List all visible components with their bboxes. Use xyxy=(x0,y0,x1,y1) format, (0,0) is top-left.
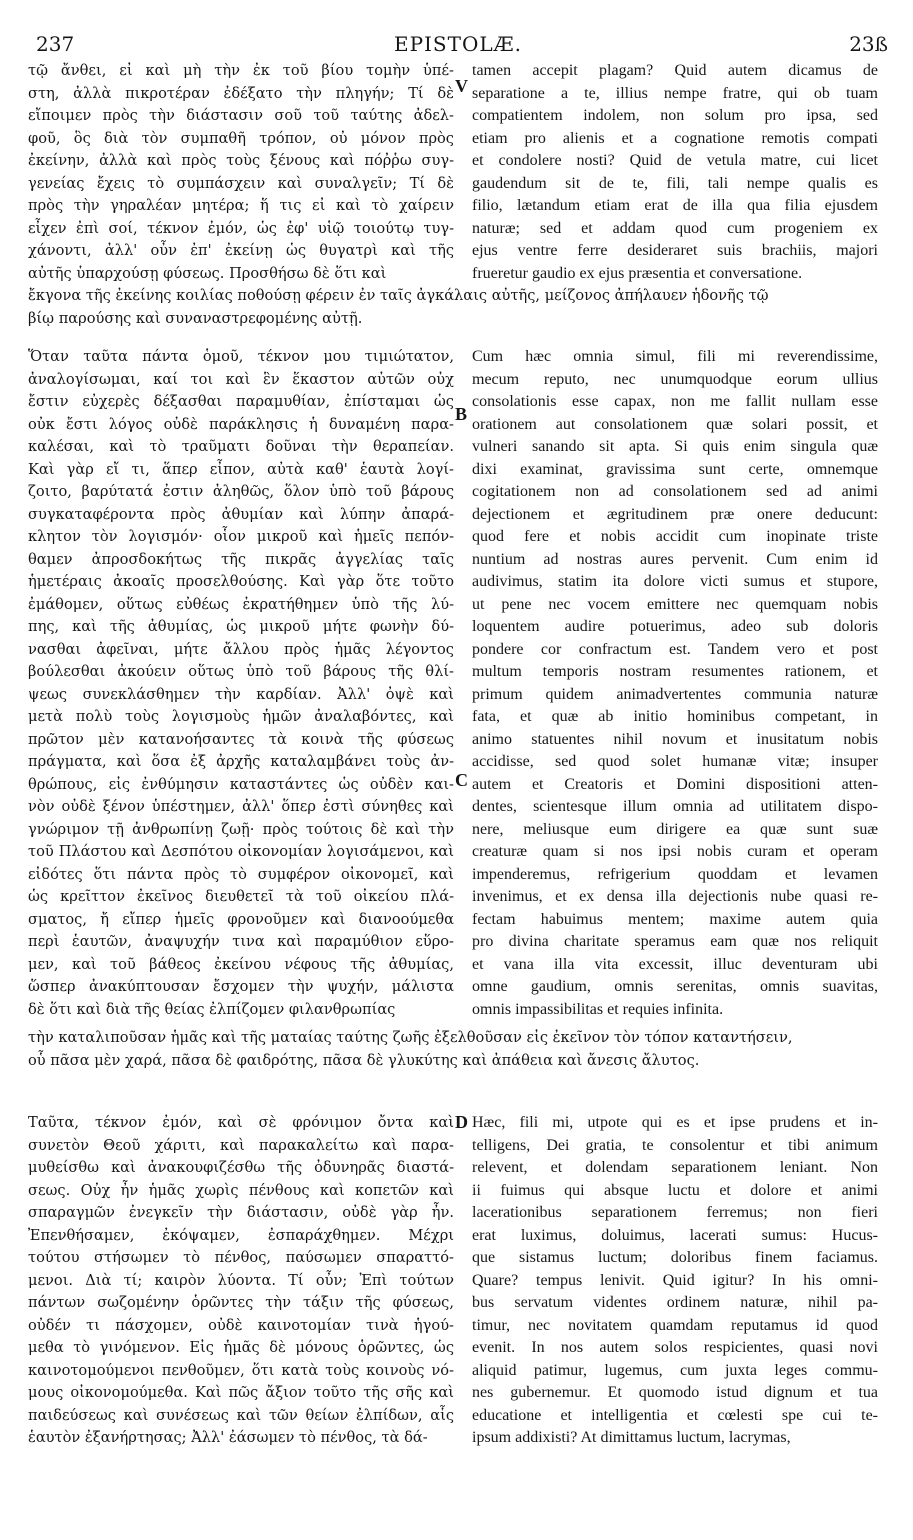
greek-text-line: ἡμετέραις ἀκοαῖς προσελθούσης. Καὶ γὰρ ὅτε τοῦτο xyxy=(28,573,454,590)
greek-text-line: γνώριμον τῇ ἀνθρωπίνῃ ζωῇ· πρὸς τούτοις δὲ καὶ τὴν xyxy=(28,820,454,838)
latin-text-line: consolationis esse capax, non me fallit nullam esse xyxy=(472,393,878,410)
greek-text-line: σματος, ἤ εἴπερ ἡμεῖς φρονοῦμεν καὶ διανοούμεθα xyxy=(28,910,454,928)
latin-text-line: et vana illa vita excessit, illuc deventuram ubi xyxy=(472,955,878,973)
greek-text-line: καινοτομούμενοι πενθοῦμεν, ὅτι κατὰ τοὺς κοινοὺς νό- xyxy=(28,1361,454,1379)
greek-text-line: στη, ἀλλὰ πικροτέραν ἐδέξατο τὴν πληγήν; Τί δὲ xyxy=(28,84,454,102)
greek-text-line: ἑαυτὸν ἐξανήρτησας; Ἀλλ' ἐάσωμεν τὸ πένθος, τὰ δά- xyxy=(28,1429,428,1446)
greek-column-section-1 xyxy=(28,60,454,285)
latin-text-line: invenimus, et ex densa illa dejectionis nube quasi re- xyxy=(472,888,878,905)
latin-text-line: nuntium ad nostras aures pervenit. Cum enim id xyxy=(472,550,878,568)
greek-text-line: μενοι. Διὰ τί; καιρὸν λύοντα. Τί οὖν; Ἐπὶ τούτων xyxy=(28,1271,454,1289)
greek-text-line: μεθα τὸ γινόμενον. Εἰς ἡμᾶς δὲ μόνους ὁρῶντες, ὡς xyxy=(28,1339,454,1356)
greek-text-line: πρῶτον μὲν κατανοήσαντες τὰ κοινὰ τῆς φύσεως xyxy=(28,730,454,748)
greek-text-line: φοῦ, ὃς διὰ τὸν συμπαθῆ τρόπον, οὐ μόνον πρὸς xyxy=(28,129,454,147)
latin-text-line: relevent, et dolendam separationem leniant. Non xyxy=(472,1159,878,1176)
latin-text-line: naturæ; sed et addam quod cum progeniem ex xyxy=(472,219,878,237)
greek-text-line: τῷ ἄνθει, εἰ καὶ μὴ τὴν ἐκ τοῦ βίου τομὴν ὑπέ- xyxy=(28,62,454,79)
page-number-right: 23ß xyxy=(849,32,888,56)
latin-text-line: loquentem audire potuerimus, adeo sub doloris xyxy=(472,618,878,635)
latin-text-line: pondere cor confractum est. Tandem vero et post xyxy=(472,640,878,658)
greek-text-line: ἐμάθομεν, οὕτως εὐθέως ἐκρατήθημεν ὑπὸ τῆς λύ- xyxy=(28,595,454,613)
greek-text-line: ἀναλογίσωμαι, καί τοι καὶ ἓν ἕκαστον αὐτῶν οὐχ xyxy=(28,370,454,388)
latin-text-line: multum temporis nostram resumentes rationem, et xyxy=(472,663,878,680)
greek-full-width-section-1 xyxy=(28,285,880,330)
latin-text-line: nes gubernemur. Et quomodo istud dignum et tua xyxy=(472,1384,878,1401)
latin-text-line: erat luximus, doluimus, lacerati sumus: Hucus- xyxy=(472,1226,878,1244)
greek-text-line: εἶχεν ἐπὶ σοί, τέκνον ἐμόν, ὡς ἐφ' υἱῷ τοιούτῳ τυγ- xyxy=(28,219,454,237)
greek-column-section-3 xyxy=(28,1112,454,1450)
greek-text-line: εἰδότες ὅτι πάντα πρὸς τὸ συμφέρον οἰκονομεῖ, καὶ xyxy=(28,865,454,883)
greek-text-line: ψεως συνεκλάσθημεν τὴν καρδίαν. Ἀλλ' ὀψὲ καὶ xyxy=(28,685,454,703)
page-header xyxy=(28,32,888,58)
greek-text-line: θρώπους, εἰς ἐνθύμησιν καταστάντες ὡς οὐδὲν και- xyxy=(28,775,454,793)
latin-text-line: omne gaudium, omnis serenitas, omnis suavitas, xyxy=(472,978,878,995)
latin-text-line: evenit. In nos autem solos respicientes, quasi novi xyxy=(472,1339,878,1356)
latin-text-line: audivimus, statim ita dolore victi sumus et stupore, xyxy=(472,573,878,590)
latin-text-line: filio, lætandum etiam erat de illa qua filia ejusdem xyxy=(472,197,878,214)
greek-text-line: μους οἰκονομούμεθα. Καὶ πῶς ἄξιον τοῦτο τῆς σῆς καὶ xyxy=(28,1384,454,1401)
latin-text-line: cogitationem non ad consolationem sed ad animi xyxy=(472,483,878,500)
latin-text-line: omnis impassibilitas et requies infinita. xyxy=(472,1000,724,1018)
greek-text-line: οὐδέν τι πάσχομεν, οὐδὲ καινοτομίαν τινὰ ἡγού- xyxy=(28,1316,454,1334)
greek-column-section-2 xyxy=(28,346,454,1021)
running-title: EPISTOLÆ. xyxy=(393,32,523,56)
greek-text-line: πρὸς τὴν γηραλέαν μητέρα; ἥ τις εἰ καὶ τὸ χαίρειν xyxy=(28,197,454,214)
latin-text-line: frueretur gaudio ex ejus præsentia et conversatione. xyxy=(472,264,803,282)
greek-text-line: γενείας ἔχεις τὸ συμπάσχειν καὶ συναλγεῖν; Τί δὲ xyxy=(28,174,454,192)
latin-text-line: compatientem indolem, non solum pro ipsa, sed xyxy=(472,107,878,124)
latin-text-line: aliquid patimur, lugemus, cum juxta leges commu- xyxy=(472,1361,878,1379)
latin-column-section-3 xyxy=(472,1112,878,1450)
latin-text-line: tamen accepit plagam? Quid autem dicamus de xyxy=(472,62,878,79)
latin-text-line: Quare? tempus lenivit. Quid igitur? In his omni- xyxy=(472,1271,878,1289)
latin-text-line: gaudendum sit de te, fili, tali nempe qualis es xyxy=(472,174,878,192)
greek-text-line: καλέσαι, καὶ τὸ τραῦματι δοῦναι τὴν θεραπείαν. xyxy=(28,438,454,455)
greek-text-line: βούλεσθαι ἀκούειν οὕτως ὑπὸ τοῦ βάρους τῆς θλί- xyxy=(28,663,454,680)
latin-text-line: mecum reputo, nec unumquodque eorum ullius xyxy=(472,370,878,388)
latin-text-line: que sistamus luctum; doloribus finem faciamus. xyxy=(472,1249,878,1266)
latin-text-line: ipsum addixisti? At dimittamus luctum, lacrymas, xyxy=(472,1429,791,1446)
latin-text-line: Cum hæc omnia simul, fili mi reverendissime, xyxy=(472,348,878,365)
latin-text-line: dentes, scientesque illum omnia ad utilitatem dispo- xyxy=(472,798,878,815)
greek-text-line: κλητον τὸν λογισμόν· οἷον μικροῦ καὶ ἡμεῖς πεπόν- xyxy=(28,528,454,545)
latin-text-line: Hæc, fili mi, utpote qui es et ipse prudens et in- xyxy=(472,1114,878,1131)
greek-text-line: εἴποιμεν πρὸς τὴν διάστασιν σοῦ τοῦ ταύτης ἀδελ- xyxy=(28,107,454,124)
latin-text-line: pro divina charitate speramus eam quæ nos reliquit xyxy=(472,933,878,950)
latin-text-line: orationem aut consolationem quæ solari possit, et xyxy=(472,415,878,433)
latin-text-line: etiam pro alienis et a cognatione remotis compati xyxy=(472,129,878,147)
greek-text-line: νὸν οὐδὲ ξένον ὑπέστημεν, ἀλλ' ὅπερ ἐστὶ σύνηθες καὶ xyxy=(28,798,454,815)
greek-full-text-line: οὗ πᾶσα μὲν χαρά, πᾶσα δὲ φαιδρότης, πᾶσα δὲ γλυκύτης καὶ ἀπάθεια καὶ ἄνεσις ἄλυτος. xyxy=(28,1051,700,1069)
greek-text-line: ὥσπερ ἀνακύπτουσαν ἔσχομεν τὴν ψυχήν, μάλιστα xyxy=(28,978,454,995)
greek-full-text-line: βίῳ παρούσης καὶ συναναστρεφομένης αὐτῇ. xyxy=(28,309,363,327)
margin-marker-c: C xyxy=(455,770,468,790)
greek-full-width-section-2 xyxy=(28,1027,880,1072)
greek-text-line: νασθαι ἀφεῖναι, μήτε ἄλλου πρὸς ἡμᾶς λέγοντος xyxy=(28,640,454,658)
greek-full-text-line: τὴν καταλιποῦσαν ἡμᾶς καὶ τῆς ματαίας ταύτης ζωῆς ἐξελθοῦσαν εἰς ἐκεῖνον τὸν τόπον καταντήσειν, xyxy=(28,1029,793,1046)
latin-text-line: impenderemus, refrigerium quoddam et levamen xyxy=(472,865,878,883)
latin-text-line: fata, et quæ ab initio hominibus competant, in xyxy=(472,708,878,725)
latin-text-line: educatione et intelligentia et cœlesti spe cui te- xyxy=(472,1406,878,1424)
latin-column-section-2 xyxy=(472,346,878,1021)
greek-text-line: συνετὸν Θεοῦ χάριτι, καὶ παρακαλείτω καὶ παρα- xyxy=(28,1136,454,1154)
greek-text-line: Ὅταν ταῦτα πάντα ὁμοῦ, τέκνον μου τιμιώτατον, xyxy=(28,348,454,365)
greek-text-line: τοῦ Πλάστου καὶ Δεσπότου οἰκονομίαν λογισάμενοι, καὶ xyxy=(28,843,454,860)
latin-text-line: separatione a te, illius nempe fratre, qui ob tuam xyxy=(472,84,878,102)
greek-text-line: μετὰ πολὺ τοὺς λογισμοὺς ἡμῶν ἀναλαβόντες, καὶ xyxy=(28,708,454,725)
greek-text-line: μεν, καὶ τοῦ βάθεος ἐκείνου νέφους τῆς ἀθυμίας, xyxy=(28,955,454,973)
latin-text-line: vulneri sanando sit apta. Si quis enim singula quæ xyxy=(472,438,878,455)
greek-text-line: χάνοντι, ἀλλ' οὖν ἐπ' ἐκείνῃ ὡς θυγατρὶ καὶ τῆς xyxy=(28,242,454,259)
latin-text-line: accidisse, sed quod solet humanæ vitæ; insuper xyxy=(472,753,878,770)
greek-text-line: πράγματα, καὶ ὅσα ἐξ ἀρχῆς καταλαμβάνει τοὺς ἀν- xyxy=(28,753,454,770)
latin-text-line: ut pene nec vocem emittere nec quemquam nobis xyxy=(472,595,878,613)
latin-text-line: creaturæ quam si nos ipsi nobis curam et operam xyxy=(472,843,878,860)
margin-marker-v: V xyxy=(455,76,468,96)
latin-text-line: animo statuentes nihil novum et inusitatum nobis xyxy=(472,730,878,748)
latin-text-line: ii fuimus qui absque luctu et dolore et animi xyxy=(472,1181,878,1199)
greek-text-line: περὶ ἑαυτῶν, ἀναψυχήν τινα καὶ παραμύθιον εὕρο- xyxy=(28,933,454,950)
greek-text-line: θαμεν ἀπροσδοκήτως τῆς πικρᾶς ἀγγελίας ταῖς xyxy=(28,550,454,568)
greek-text-line: ὡς κρεῖττον ἐκεῖνος διευθετεῖ τὰ τοῦ οἰκείου πλά- xyxy=(28,888,454,905)
margin-marker-d: D xyxy=(455,1112,468,1132)
latin-text-line: fectam habuimus mentem; maxime autem quia xyxy=(472,910,878,928)
greek-text-line: τούτου στήσωμεν τὸ πένθος, παύσωμεν σπαραττό- xyxy=(28,1249,454,1266)
greek-text-line: ζοιτο, βαρύτατά ἐστιν ἀληθῶς, ὅλον ὑπὸ τοῦ βάρους xyxy=(28,483,454,500)
greek-text-line: Ἐπενθήσαμεν, ἐκόψαμεν, ἐσπαράχθημεν. Μέχρι xyxy=(28,1226,454,1244)
page-number-left: 237 xyxy=(36,32,75,56)
latin-text-line: dejectionem et ægritudinem præ onere deducunt: xyxy=(472,505,878,523)
greek-text-line: παιδεύσεως καὶ συνέσεως καὶ τῶν θείων ἐλπίδων, αἷς xyxy=(28,1406,454,1424)
greek-text-line: σπαραγμῶν ἐνεγκεῖν τὴν διάστασιν, οὐδὲ γὰρ ἦν. xyxy=(28,1204,454,1221)
latin-text-line: dixi examinat, gravissima sunt certe, omnemque xyxy=(472,460,878,478)
greek-text-line: Καὶ γὰρ εἴ τι, ἅπερ εἶπον, αὐτὰ καθ' ἑαυτὰ λογί- xyxy=(28,460,454,478)
greek-full-text-line: ἔκγονα τῆς ἐκείνης κοιλίας ποθούσῃ φέρειν ἐν ταῖς ἀγκάλαις αὐτῆς, μείζονος ἀπήλαυεν ἡδονῆς τῷ xyxy=(28,287,769,304)
greek-text-line: ἐκείνην, ἀλλὰ καὶ πρὸς τοὺς ξένους καὶ πόῤῥω συγ- xyxy=(28,152,454,169)
greek-text-line: σεως. Οὐχ ἦν ἡμᾶς χωρὶς πένθους καὶ κοπετῶν καὶ xyxy=(28,1181,454,1199)
greek-text-line: συγκαταφέροντα πρὸς ἀθυμίαν καὶ λύπην ἀπαρά- xyxy=(28,505,454,523)
latin-text-line: timur, nec novitatem quamdam reputamus id quod xyxy=(472,1316,878,1334)
greek-text-line: οὐκ ἔστι λόγος οὐδὲ παράκλησις ἡ δυναμένη παρα- xyxy=(28,415,454,433)
latin-text-line: bus servatum videntes ordinem naturæ, nihil pa- xyxy=(472,1294,878,1311)
greek-text-line: Ταῦτα, τέκνον ἐμόν, καὶ σὲ φρόνιμον ὄντα καὶ xyxy=(28,1114,454,1131)
latin-text-line: et condolere nosti? Quid de vetula matre, cui licet xyxy=(472,152,878,169)
greek-text-line: πάντων σωζομένην ὁρῶντες τὴν τάξιν τῆς φύσεως, xyxy=(28,1294,454,1311)
greek-text-line: αὐτῆς ὑπαρχούσῃ φύσεως. Προσθήσω δὲ ὅτι καὶ xyxy=(28,264,387,282)
greek-text-line: πης, καὶ τῆς ἀθυμίας, ὡς μικροῦ μήτε φωνὴν δύ- xyxy=(28,618,454,635)
latin-text-line: nere, meliusque eum dirigere ea quæ sunt suæ xyxy=(472,820,878,838)
latin-column-section-1 xyxy=(472,60,878,285)
latin-text-line: quod fere et nobis accidit cum inopinate triste xyxy=(472,528,878,545)
latin-text-line: autem et Creatoris et Domini dispositioni atten- xyxy=(472,775,878,793)
latin-text-line: ejus ventre ferre desideraret suis brachiis, majori xyxy=(472,242,878,259)
margin-marker-b: B xyxy=(455,404,468,424)
greek-text-line: δὲ ὅτι καὶ διὰ τῆς θείας ἐλπίζομεν φιλανθρωπίας xyxy=(28,1000,396,1018)
greek-text-line: ἔστιν εὐχερὲς δέξασθαι παραμυθίαν, ἐπίσταμαι ὡς xyxy=(28,393,454,410)
latin-text-line: primum quidem animadvertentes communia naturæ xyxy=(472,685,878,703)
latin-text-line: lacerationibus separationem ferremus; non fieri xyxy=(472,1204,878,1221)
latin-text-line: telligens, Dei gratia, te consolentur et tibi animum xyxy=(472,1136,878,1154)
greek-text-line: μυθείσθω καὶ ἀνακουφιζέσθω τῆς ὀδυνηρᾶς διαστά- xyxy=(28,1159,454,1176)
